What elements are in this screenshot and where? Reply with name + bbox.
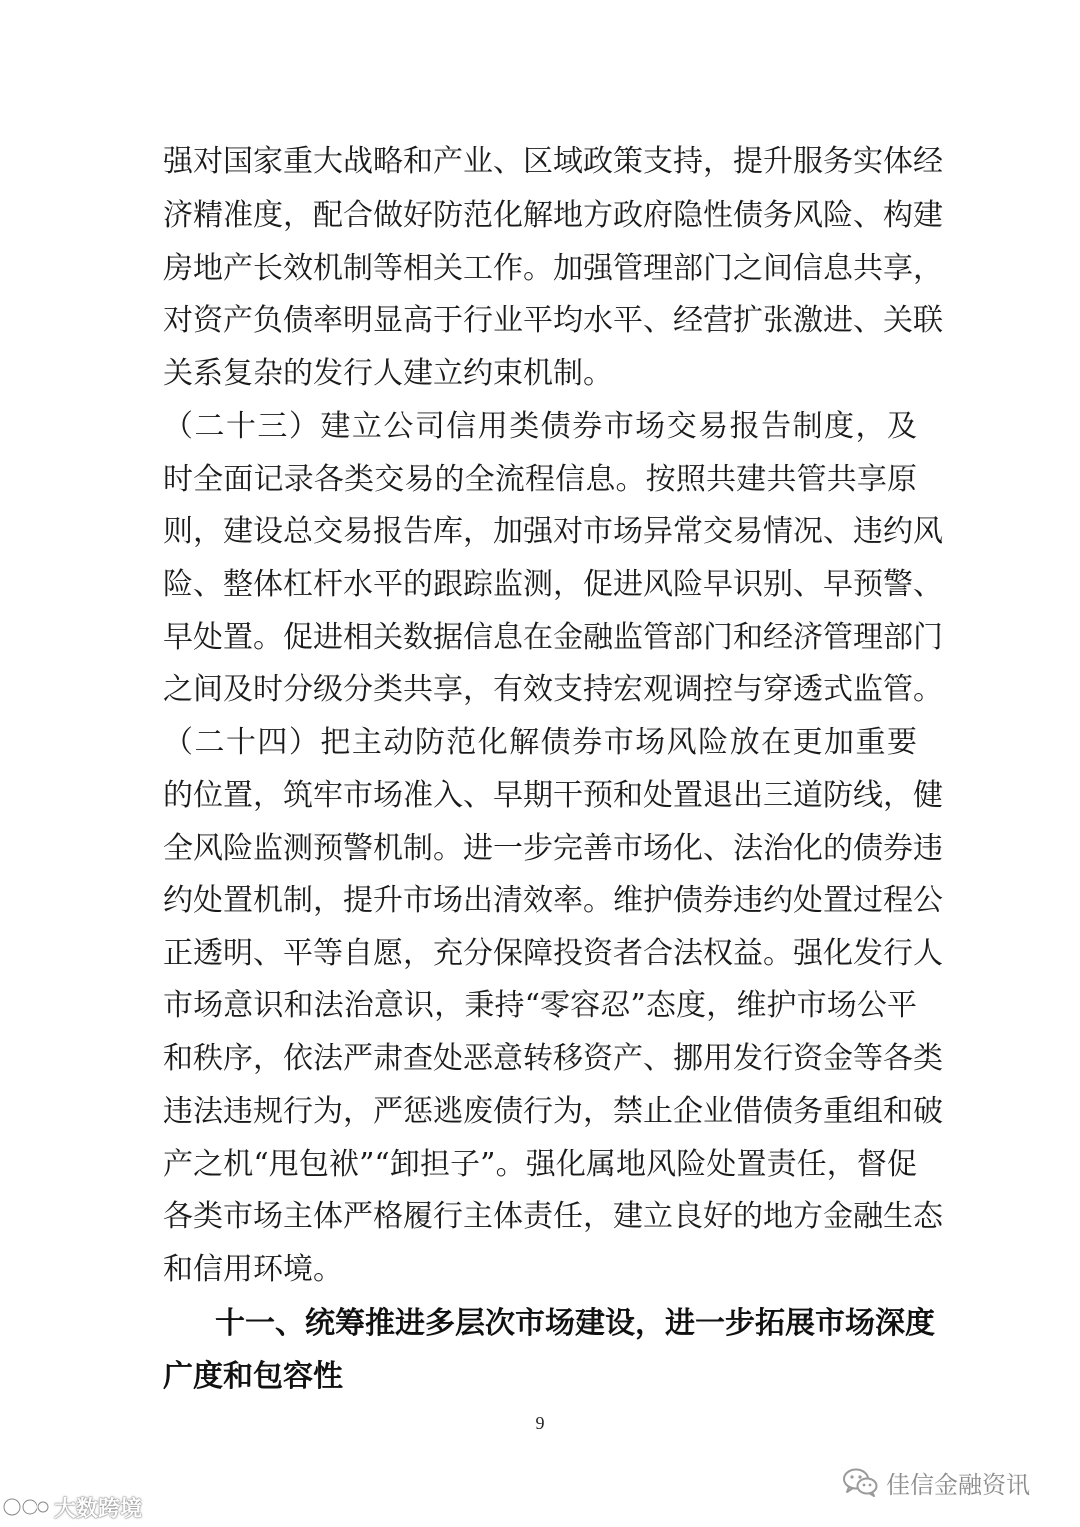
paragraph-2-line: 险、整体杠杆水平的跟踪监测，促进风险早识别、早预警、 (163, 567, 943, 602)
paragraph-3-line: 的位置，筑牢市场准入、早期干预和处置退出三道防线，健 (163, 778, 943, 813)
paragraph-1-line: 对资产负债率明显高于行业平均水平、经营扩张激进、关联 (163, 303, 943, 338)
page-number: 9 (535, 1413, 545, 1433)
paragraph-3-line: 和秩序，依法严肃查处恶意转移资产、挪用发行资金等各类 (163, 1041, 943, 1076)
paragraph-3-line: 正透明、平等自愿，充分保障投资者合法权益。强化发行人 (163, 936, 943, 971)
paragraph-2-line: 则，建设总交易报告库，加强对市场异常交易情况、违约风 (163, 514, 943, 549)
section-heading: 十一、统筹推进多层次市场建设，进一步拓展市场深度 (215, 1306, 935, 1341)
paragraph-2-line: 时全面记录各类交易的全流程信息。按照共建共管共享原 (163, 462, 917, 497)
watermark-brand (2, 1490, 142, 1524)
paragraph-3-line: 各类市场主体严格履行主体责任，建立良好的地方金融生态 (163, 1199, 943, 1234)
paragraph-2-line: 之间及时分级分类共享，有效支持宏观调控与穿透式监管。 (163, 672, 943, 707)
wechat-icon (842, 1467, 878, 1497)
paragraph-1-line: 关系复杂的发行人建立约束机制。 (163, 356, 613, 391)
watermark-brand-text: 大数跨境 (54, 1496, 143, 1522)
paragraph-3-line: 违法违规行为，严惩逃废债行为，禁止企业借债务重组和破 (163, 1094, 943, 1129)
paragraph-1-line: 强对国家重大战略和产业、区域政策支持，提升服务实体经 (163, 144, 943, 179)
paragraph-3-line: 约处置机制，提升市场出清效率。维护债券违约处置过程公 (163, 883, 943, 918)
paragraph-3-line: 市场意识和法治意识，秉持“零容忍”态度，维护市场公平 (163, 988, 917, 1023)
watermark-account (842, 1462, 1030, 1502)
paragraph-2-line: （二十三）建立公司信用类债券市场交易报告制度，及 (163, 409, 917, 444)
paragraph-2-line: 早处置。促进相关数据信息在金融监管部门和经济管理部门 (163, 620, 943, 655)
brand-logo (2, 1494, 50, 1520)
watermark-account-text: 佳信金融资讯 (886, 1470, 1030, 1499)
paragraph-3-line: 全风险监测预警机制。进一步完善市场化、法治化的债券违 (163, 831, 943, 866)
paragraph-3-line: （二十四）把主动防范化解债券市场风险放在更加重要 (163, 725, 917, 760)
section-heading: 广度和包容性 (163, 1359, 343, 1394)
paragraph-3-line: 和信用环境。 (163, 1252, 343, 1287)
paragraph-1-line: 济精准度，配合做好防范化解地方政府隐性债务风险、构建 (163, 198, 943, 233)
paragraph-3-line: 产之机“甩包袱”“卸担子”。强化属地风险处置责任，督促 (163, 1147, 917, 1182)
paragraph-1-line: 房地产长效机制等相关工作。加强管理部门之间信息共享， (163, 251, 943, 286)
